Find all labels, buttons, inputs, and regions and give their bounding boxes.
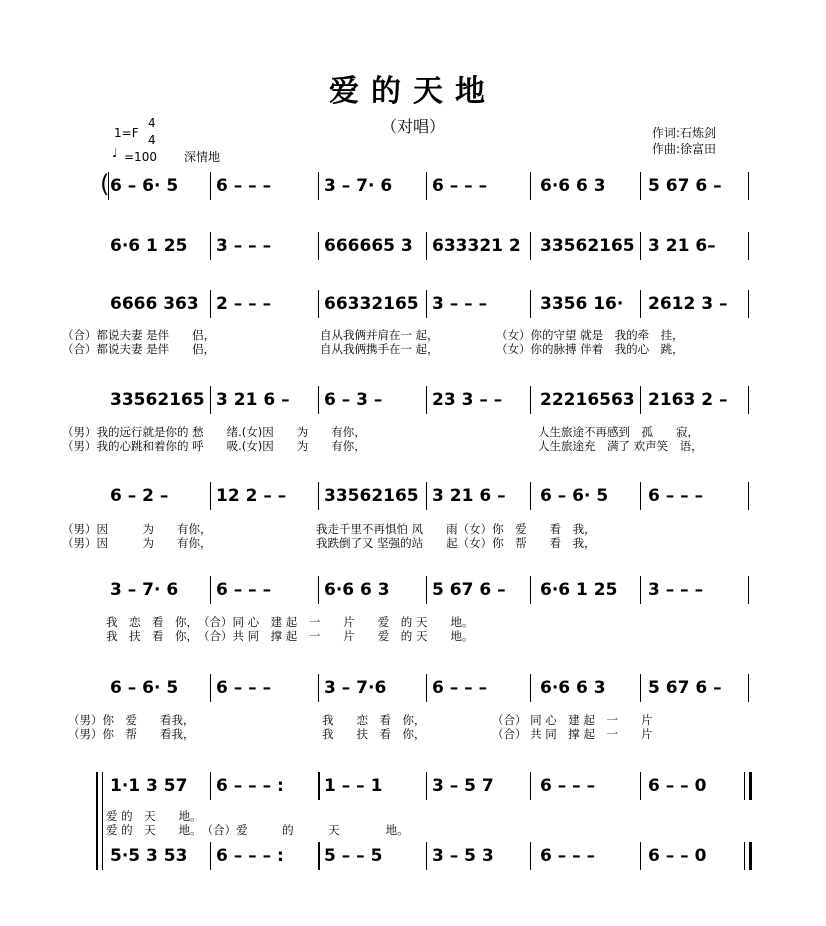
- song-title: 爱的天地: [329, 74, 497, 109]
- measure-upper: 3 – 5 7: [432, 776, 494, 796]
- lyric-line: （男）我的远行就是你的 愁 绪.(女)因 为 有你，: [62, 425, 366, 439]
- lyric-line: 自从我俩携手在一 起，: [320, 342, 439, 356]
- lyric-line: 我 扶 看 你，: [322, 727, 426, 741]
- lyric-line: （男）你 爱 看我，: [68, 713, 195, 727]
- measure: 6 – 6· 5: [110, 678, 179, 698]
- measure-lower: 6 – – 0: [648, 846, 707, 866]
- measure: 2163 2 –: [648, 390, 728, 410]
- lyric-line: 人生旅途充 满了 欢声笑 语，: [538, 439, 703, 453]
- measure: 12 2 – –: [216, 486, 287, 506]
- lyric-line: 我走千里不再惧怕 风 雨（女）你 爱 看 我，: [316, 522, 596, 536]
- measure: 6 – – –: [216, 678, 272, 698]
- lyric-line: （男）我的心跳和着你的 呼 吸.(女)因 为 有你，: [62, 439, 366, 453]
- measure-upper: 1 – – 1: [324, 776, 383, 796]
- lyric-line: （男）因 为 有你，: [62, 536, 212, 550]
- lyric-line: （男）因 为 有你，: [62, 522, 212, 536]
- measure: 3 – – –: [648, 580, 704, 600]
- lyric-line: 我 扶 看 你， （合）共 同 撑 起 一 片 爱 的 天 地。: [106, 629, 474, 643]
- measure-upper: 6 – – – :: [216, 776, 284, 796]
- measure-lower: 5·5 3 53: [110, 846, 188, 866]
- lyric-line: 我跌倒了又 坚强的站 起（女）你 帮 看 我，: [316, 536, 596, 550]
- lyric-line: （女）你的脉搏 伴着 我的心 跳，: [496, 342, 684, 356]
- measure: 6·6 1 25: [540, 580, 618, 600]
- measure: 3 21 6 –: [432, 486, 506, 506]
- measure: 3 – 7· 6: [324, 176, 393, 196]
- time-signature-top: 4: [148, 116, 156, 130]
- measure: 3 – 7·6: [324, 678, 387, 698]
- measure: 6 – – –: [432, 678, 488, 698]
- measure: 22216563: [540, 390, 635, 410]
- measure: 6·6 6 3: [324, 580, 390, 600]
- lyric-line: 爱 的 天 地。 （合）爱 的 天 地。: [106, 823, 409, 837]
- lyric-line: （合） 共 同 撑 起 一 片: [492, 727, 653, 741]
- measure-lower: 6 – – –: [540, 846, 596, 866]
- measure: 3 – 7· 6: [110, 580, 179, 600]
- measure: 3356 16·: [540, 294, 624, 314]
- lyric-line: 我 恋 看 你， （合）同 心 建 起 一 片 爱 的 天 地。: [106, 615, 474, 629]
- measure-lower: 3 – 5 3: [432, 846, 494, 866]
- measure: 33562165: [540, 236, 635, 256]
- measure: 3 21 6–: [648, 236, 716, 256]
- measure: 6666 363: [110, 294, 199, 314]
- measure: 666665 3: [324, 236, 413, 256]
- lyric-line: 自从我俩并肩在一 起，: [320, 328, 439, 342]
- lyric-line: （男）你 帮 看我，: [68, 727, 195, 741]
- measure: 6 – 3 –: [324, 390, 383, 410]
- measure: 633321 2: [432, 236, 521, 256]
- measure-upper: 1·1 3 57: [110, 776, 188, 796]
- system-brace-icon: (: [100, 170, 110, 198]
- lyricist-credit: 作词:石炼剑: [652, 126, 717, 140]
- lyric-line: （女）你的守望 就是 我的牵 挂，: [496, 328, 684, 342]
- measure: 2 – – –: [216, 294, 272, 314]
- measure: 3 – – –: [432, 294, 488, 314]
- measure: 33562165: [110, 390, 205, 410]
- measure: 2612 3 –: [648, 294, 728, 314]
- measure: 5 67 6 –: [648, 176, 722, 196]
- measure: 6 – – –: [216, 176, 272, 196]
- measure: 5 67 6 –: [648, 678, 722, 698]
- measure: 6 – – –: [648, 486, 704, 506]
- lyric-line: （合） 同 心 建 起 一 片: [492, 713, 653, 727]
- measure: 6 – 6· 5: [110, 176, 179, 196]
- lyric-line: 人生旅途不再感到 孤 寂，: [538, 425, 699, 439]
- measure-lower: 5 – – 5: [324, 846, 383, 866]
- lyric-line: 爱 的 天 地。: [106, 809, 202, 823]
- measure-lower: 6 – – – :: [216, 846, 284, 866]
- expression-mark: 深情地: [184, 150, 221, 164]
- time-signature-bottom: 4: [148, 133, 156, 147]
- measure-upper: 6 – – –: [540, 776, 596, 796]
- lyric-line: 我 恋 看 你，: [322, 713, 426, 727]
- measure: 3 21 6 –: [216, 390, 290, 410]
- measure: 6 – 6· 5: [540, 486, 609, 506]
- measure: 6·6 1 25: [110, 236, 188, 256]
- tempo-mark: =100: [124, 150, 157, 164]
- composer-credit: 作曲:徐富田: [652, 142, 717, 156]
- measure: 5 67 6 –: [432, 580, 506, 600]
- lyric-line: （合）都说夫妻 是伴 侣，: [62, 328, 216, 342]
- song-subtitle: （对唱）: [380, 117, 445, 136]
- measure: 3 – – –: [216, 236, 272, 256]
- measure: 6 – 2 –: [110, 486, 169, 506]
- lyric-line: （合）都说夫妻 是伴 侣，: [62, 342, 216, 356]
- measure: 6 – – –: [216, 580, 272, 600]
- measure-upper: 6 – – 0: [648, 776, 707, 796]
- key-signature: 1=F: [114, 126, 139, 140]
- measure: 6·6 6 3: [540, 678, 606, 698]
- measure: 33562165: [324, 486, 419, 506]
- measure: 6 – – –: [432, 176, 488, 196]
- measure: 23 3 – –: [432, 390, 503, 410]
- quarter-note-icon: ♩: [112, 146, 118, 160]
- measure: 6·6 6 3: [540, 176, 606, 196]
- measure: 66332165: [324, 294, 419, 314]
